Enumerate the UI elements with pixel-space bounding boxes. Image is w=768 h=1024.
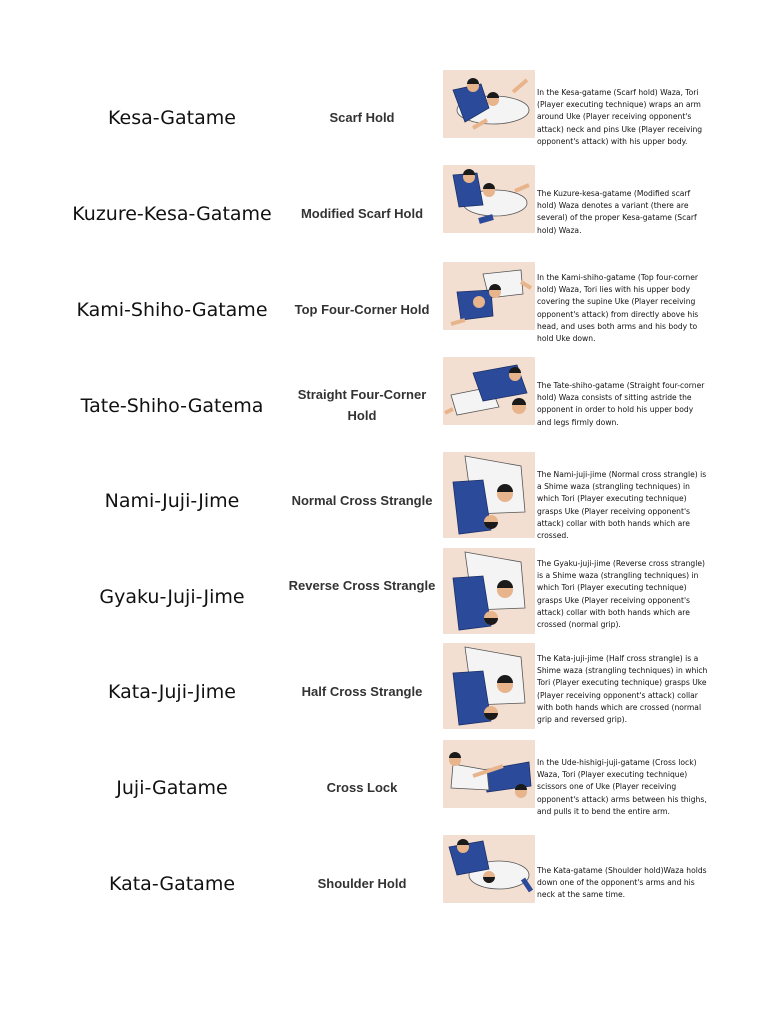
technique-description: In the Kesa-gatame (Scarf hold) Waza, Tori (Player executing technique) wraps an arm around Uke (Player receiving opponent's attack) neck and pins Uke (Player receiving opponent's attack) with his upper body.: [537, 88, 703, 146]
technique-row: [0, 262, 768, 358]
english-name: Cross Lock: [326, 780, 398, 795]
japanese-name: Kuzure-Kesa-Gatame: [72, 203, 272, 225]
japanese-name: Nami-Juji-Jime: [104, 490, 240, 512]
technique-illustration: [443, 835, 535, 903]
technique-description: The Kata-gatame (Shoulder hold)Waza holds down one of the opponent's arms and his neck at the same time.: [537, 866, 707, 900]
technique-row: [0, 740, 768, 836]
technique-row: [0, 70, 768, 166]
technique-illustration: [443, 548, 535, 634]
english-name: Top Four-Corner Hold: [294, 302, 430, 317]
technique-row: [0, 643, 768, 739]
technique-illustration: [443, 165, 535, 233]
technique-row: [0, 548, 768, 644]
technique-description: The Kuzure-kesa-gatame (Modified scarf hold) Waza denotes a variant (there are several) of the proper Kesa-gatame (Scarf hold) Waza.: [537, 189, 697, 235]
technique-description: In the Ude-hishigi-juji-gatame (Cross lock) Waza, Tori (Player executing technique) scissors one of Uke (Player receiving opponent's attack) arms between his thighs, and pulls it to bend the entire arm.: [537, 758, 707, 816]
technique-illustration: [443, 262, 535, 330]
english-name: Normal Cross Strangle: [291, 493, 433, 508]
technique-illustration: [443, 740, 535, 808]
technique-description: The Kata-juji-jime (Half cross strangle) is a Shime waza (strangling techniques) in which Tori (Player executing technique) grasps Uke (Player receiving opponent's attack) collar with both hands which are crossed (normal grip and reversed grip).: [537, 654, 708, 725]
technique-illustration: [443, 452, 535, 538]
technique-illustration: [443, 643, 535, 729]
japanese-name: Kata-Juji-Jime: [108, 681, 236, 703]
technique-description: The Tate-shiho-gatame (Straight four-corner hold) Waza consists of sitting astride the opponent in order to hold his upper body and legs firmly down.: [537, 381, 705, 427]
japanese-name: Kami-Shiho-Gatame: [76, 299, 268, 321]
japanese-name: Kesa-Gatame: [108, 107, 236, 129]
english-name: Modified Scarf Hold: [300, 206, 424, 221]
technique-row: [0, 835, 768, 931]
japanese-name: Gyaku-Juji-Jime: [99, 586, 245, 608]
technique-description: The Gyaku-juji-jime (Reverse cross strangle) is a Shime waza (strangling techniques) in which Tori (Player executing technique) grasps Uke (Player receiving opponent's attack) collar with both hands which are crossed (normal grip).: [537, 559, 705, 630]
japanese-name: Tate-Shiho-Gatema: [80, 395, 264, 417]
technique-description: In the Kami-shiho-gatame (Top four-corner hold) Waza, Tori lies with his upper body covering the supine Uke (Player receiving opponent's attack) from directly above his head, and uses both arms and his body to hold Uke down.: [537, 273, 699, 344]
english-name: Half Cross Strangle: [301, 684, 423, 699]
technique-illustration: [443, 357, 535, 425]
japanese-name: Kata-Gatame: [108, 873, 236, 895]
english-name: Shoulder Hold: [317, 876, 407, 891]
english-name: Straight Four-Corner Hold: [297, 387, 427, 423]
english-name: Reverse Cross Strangle: [288, 578, 436, 593]
technique-row: [0, 452, 768, 548]
technique-row: [0, 165, 768, 261]
technique-illustration: [443, 70, 535, 138]
technique-row: [0, 357, 768, 453]
technique-description: The Nami-juji-jime (Normal cross strangle) is a Shime waza (strangling techniques) in which Tori (Player executing technique) grasps Uke (Player receiving opponent's attack) collar with both hands which are crossed.: [537, 470, 707, 541]
japanese-name: Juji-Gatame: [116, 777, 228, 799]
english-name: Scarf Hold: [329, 110, 395, 125]
